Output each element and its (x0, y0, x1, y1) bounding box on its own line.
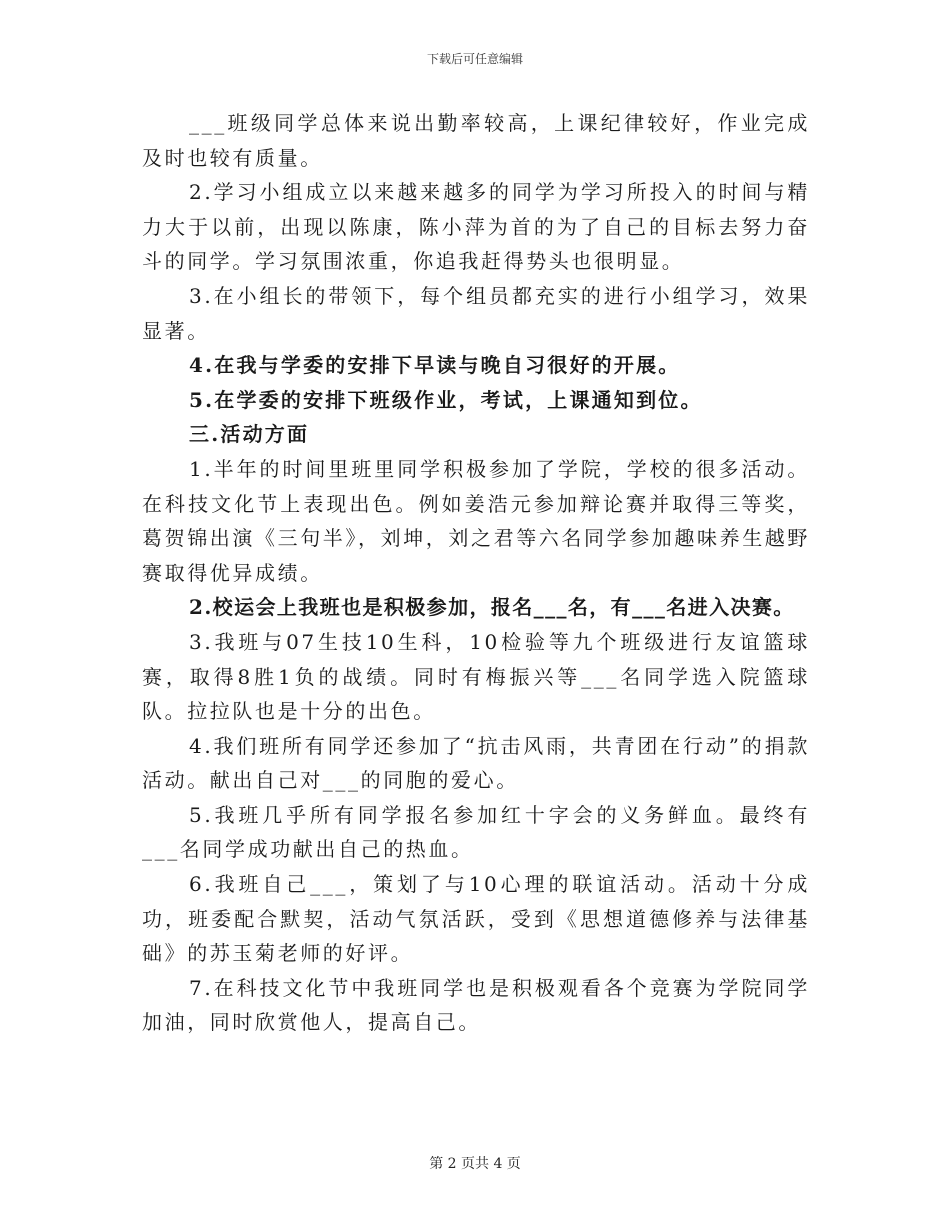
paragraph-morning-evening-study: 4.在我与学委的安排下早读与晚自习很好的开展。 (189, 353, 681, 378)
paragraph-notifications: 5.在学委的安排下班级作业，考试，上课通知到位。 (189, 387, 703, 412)
paragraph-study-groups: 2.学习小组成立以来越来越多的同学为学习所投入的时间与精力大于以前，出现以陈康，陈小萍为首的为了自己的目标去努力奋斗的同学。学习氛围浓重，你追我赶得势头也很明显。 (142, 180, 810, 274)
page-header: 下载后可任意编辑 (426, 52, 523, 66)
document-body (142, 106, 810, 1040)
paragraph-donation: 4.我们班所有同学还参加了“抗击风雨，共青团在行动”的捐款活动。献出自己对___的同胞的爱心。 (142, 733, 810, 793)
paragraph-basketball: 3.我班与07生技10生科，10检验等九个班级进行友谊篮球赛，取得8胜1负的战绩。同时有梅振兴等___名同学选入院篮球队。拉拉队也是十分的出色。 (142, 629, 810, 724)
section-heading-activities: 三.活动方面 (189, 422, 310, 447)
page-number: 第 2 页共 4 页 (429, 1156, 521, 1172)
paragraph-attendance: ___班级同学总体来说出勤率较高，上课纪律较好，作业完成及时也较有质量。 (142, 111, 810, 170)
paragraph-competitions: 7.在科技文化节中我班同学也是积极观看各个竞赛为学院同学加油，同时欣赏他人，提高自己。 (142, 975, 810, 1035)
paragraph-blood-donation: 5.我班几乎所有同学报名参加红十字会的义务鲜血。最终有___名同学成功献出自己的热血。 (142, 802, 810, 862)
paragraph-group-leaders: 3.在小组长的带领下，每个组员都充实的进行小组学习，效果显著。 (142, 283, 810, 343)
paragraph-sports-meeting: 2.校运会上我班也是积极参加，报名___名，有___名进入决赛。 (189, 595, 795, 620)
paragraph-cultural-festival: 1.半年的时间里班里同学积极参加了学院，学校的很多活动。在科技文化节上表现出色。例如姜浩元参加辩论赛并取得三等奖，葛贺锦出演《三句半》，刘坤，刘之君等六名同学参加趣味养生越野赛取得优异成绩。 (142, 456, 810, 585)
paragraph-social-event: 6.我班自己___，策划了与10心理的联谊活动。活动十分成功，班委配合默契，活动气氛活跃，受到《思想道德修养与法律基础》的苏玉菊老师的好评。 (142, 872, 810, 966)
